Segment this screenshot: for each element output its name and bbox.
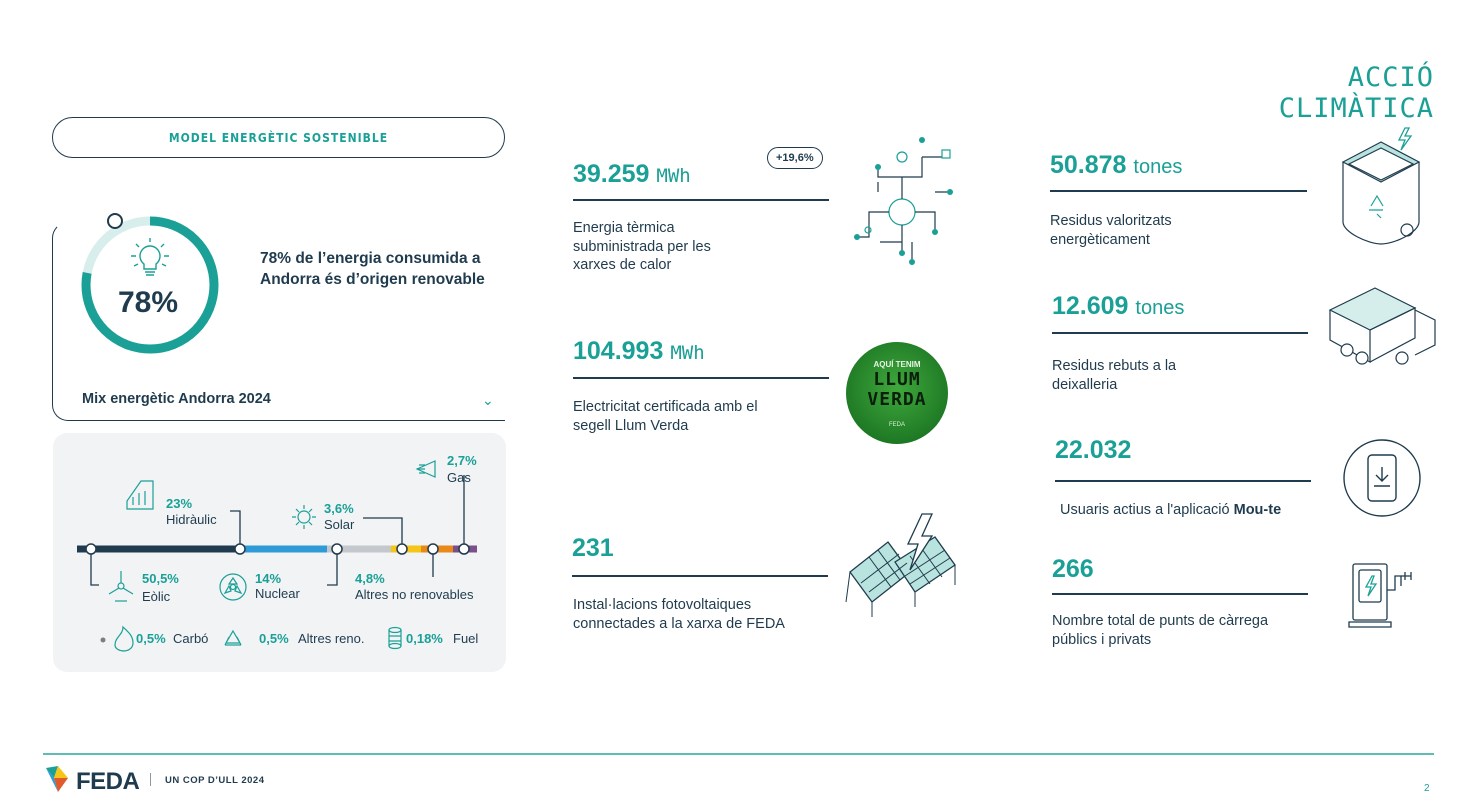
stat-heat-unit: MWh	[656, 165, 691, 187]
stat-received-unit: tones	[1135, 297, 1185, 319]
solar-panel-icon	[840, 512, 960, 622]
divider	[573, 377, 829, 379]
wind-turbine-icon	[109, 571, 133, 601]
network-icon	[850, 132, 965, 277]
divider	[573, 199, 829, 201]
stat-received-desc: Residus rebuts a la deixalleria	[1052, 358, 1177, 393]
phone-download-icon	[1341, 437, 1423, 519]
label-hidraulic: Hidràulic	[166, 512, 217, 527]
pct-nuclear: 14%	[255, 571, 282, 586]
section-title: ACCIÓ CLIMÀTICA	[1278, 62, 1434, 124]
pct-eolic: 50,5%	[142, 571, 179, 586]
stat-heat-energy	[573, 160, 691, 189]
seal-line1: AQUÍ TENIM	[873, 360, 921, 369]
sun-icon	[292, 505, 316, 529]
pct-altres-reno: 0,5%	[259, 631, 289, 646]
report-title: UN COP D’ULL 2024	[165, 775, 265, 786]
coal-icon	[115, 627, 133, 651]
footer-divider	[43, 753, 1434, 755]
renewable-card	[52, 222, 505, 421]
divider	[1055, 480, 1311, 482]
renewable-text: 78% de l’energia consumida a Andorra és d’origen renovable	[260, 250, 485, 288]
recycle-icon	[225, 631, 241, 645]
pct-hidraulic: 23%	[166, 496, 193, 511]
stat-app-desc: Usuaris actius a l'aplicació Mou-te	[1060, 502, 1282, 518]
stat-heat-value: 39.259	[573, 160, 650, 188]
pct-altres-no-renovables: 4,8%	[355, 571, 385, 586]
llum-verda-seal	[846, 342, 948, 444]
pct-gas: 2,7%	[447, 453, 477, 468]
stat-waste-received	[1052, 292, 1184, 321]
label-eolic: Eòlic	[142, 589, 171, 604]
stat-pv-installations: 231	[572, 534, 614, 562]
divider	[1052, 332, 1308, 334]
stat-green-unit: MWh	[670, 342, 705, 364]
charging-station-icon	[1345, 560, 1420, 630]
renewable-ring	[77, 210, 227, 360]
label-carbo: Carbó	[173, 631, 209, 646]
footer-separator	[150, 773, 151, 786]
stat-waste-value: 50.878	[1050, 151, 1127, 179]
stat-green-electricity	[573, 337, 705, 366]
pct-carbo: 0,5%	[136, 631, 166, 646]
divider	[572, 575, 828, 577]
chevron-down-icon[interactable]: ⌄	[482, 392, 494, 408]
divider	[1052, 593, 1308, 595]
energy-mix-panel	[53, 433, 506, 672]
page-number: 2	[1424, 783, 1430, 794]
stat-green-value: 104.993	[573, 337, 664, 365]
stat-charging-desc: Nombre total de punts de càrrega públics i privats	[1052, 613, 1269, 648]
stat-green-desc: Electricitat certificada amb el segell Llum Verda	[573, 399, 758, 434]
seal-line2: LLUM VERDA	[867, 369, 927, 410]
label-nuclear: Nuclear	[255, 586, 300, 601]
renewable-percent: 78%	[118, 286, 179, 319]
lightbulb-icon	[128, 238, 172, 284]
dam-icon	[127, 481, 153, 509]
nuclear-icon	[220, 574, 246, 600]
feda-logo-icon	[44, 764, 74, 794]
gas-icon	[417, 461, 435, 477]
stat-waste-unit: tones	[1133, 156, 1183, 178]
recycle-bin-icon	[1335, 122, 1430, 250]
stat-received-value: 12.609	[1052, 292, 1129, 320]
label-altres-reno: Altres reno.	[298, 631, 365, 646]
fuel-barrel-icon	[389, 628, 401, 649]
stat-app-users: 22.032	[1055, 436, 1132, 464]
stat-pv-desc: Instal·lacions fotovoltaiques connectades a la xarxa de FEDA	[573, 597, 785, 632]
stat-waste-valorised	[1050, 151, 1182, 180]
label-gas: Gas	[447, 470, 471, 485]
garbage-truck-icon	[1322, 280, 1442, 380]
growth-badge: +19,6%	[767, 147, 823, 169]
pct-solar: 3,6%	[324, 501, 354, 516]
stat-charging-points: 266	[1052, 555, 1094, 583]
stat-waste-desc: Residus valoritzats energèticament	[1050, 213, 1172, 248]
divider	[1050, 190, 1307, 192]
mix-title: Mix energètic Andorra 2024	[82, 391, 271, 407]
label-solar: Solar	[324, 517, 355, 532]
section-pill: MODEL ENERGÈTIC SOSTENIBLE	[52, 117, 505, 158]
seal-brand: FEDA	[888, 422, 905, 428]
pct-fuel: 0,18%	[406, 631, 443, 646]
label-altres-no-renovables: Altres no renovables	[355, 587, 474, 602]
stat-heat-desc: Energia tèrmica subministrada per les xarxes de calor	[573, 220, 711, 273]
brand-name: FEDA	[76, 768, 140, 795]
label-fuel: Fuel	[453, 631, 479, 646]
